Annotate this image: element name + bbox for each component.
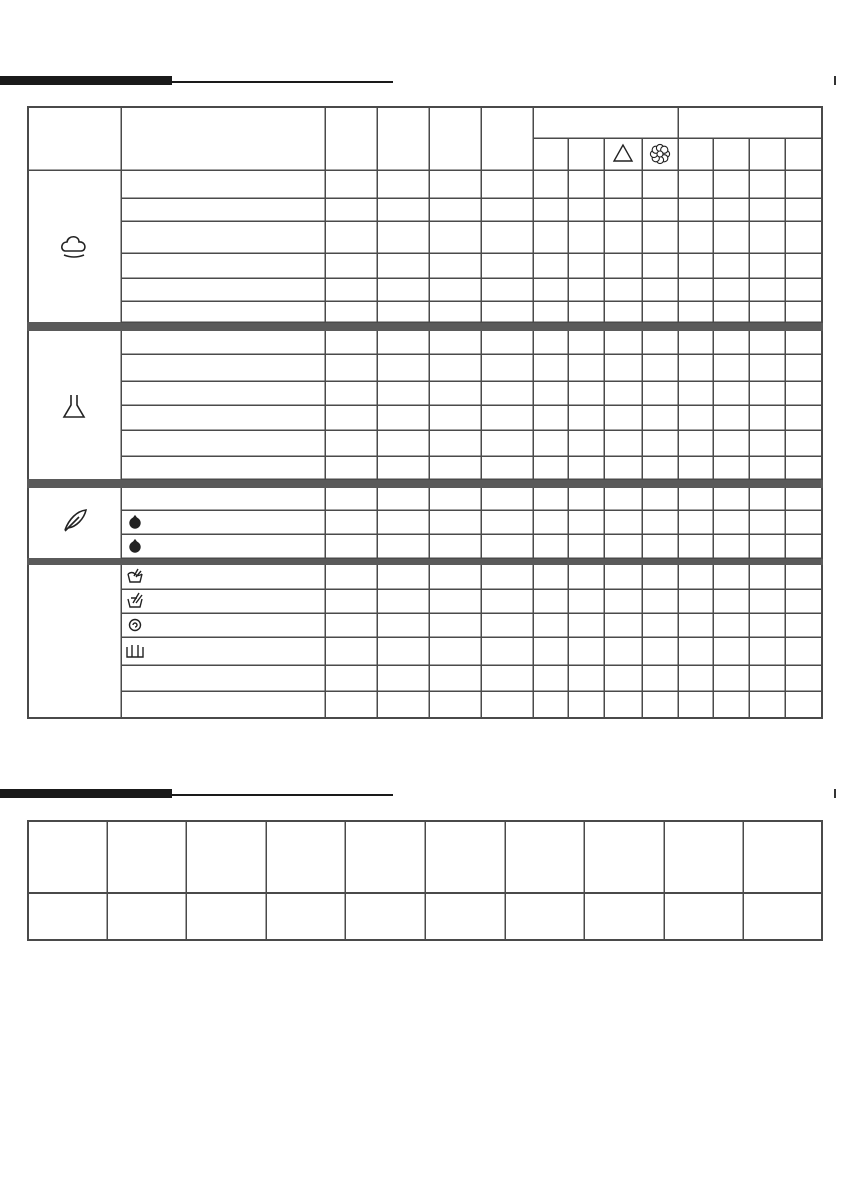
drop-icon [130,516,140,528]
edge-mark-2 [834,789,836,798]
section-heading-rule-2 [0,789,393,798]
rinse-basin-icon [127,645,143,657]
spin-spiral-icon [130,620,141,631]
consumption-table [27,820,823,941]
edge-mark-1 [834,76,836,85]
section-divider [27,479,823,488]
section-divider [27,558,823,565]
handwash-basin-icon [128,569,142,582]
flower-icon [650,144,669,163]
section-divider [27,322,823,331]
synthetics-flask-icon [64,395,84,417]
wool-basin-icon [128,593,142,607]
cotton-cloud-icon [62,237,85,257]
feather-icon [65,510,86,531]
program-table [27,106,823,719]
drop-icon [130,540,140,552]
triangle-icon [614,145,632,161]
section-heading-rule-1 [0,76,393,85]
